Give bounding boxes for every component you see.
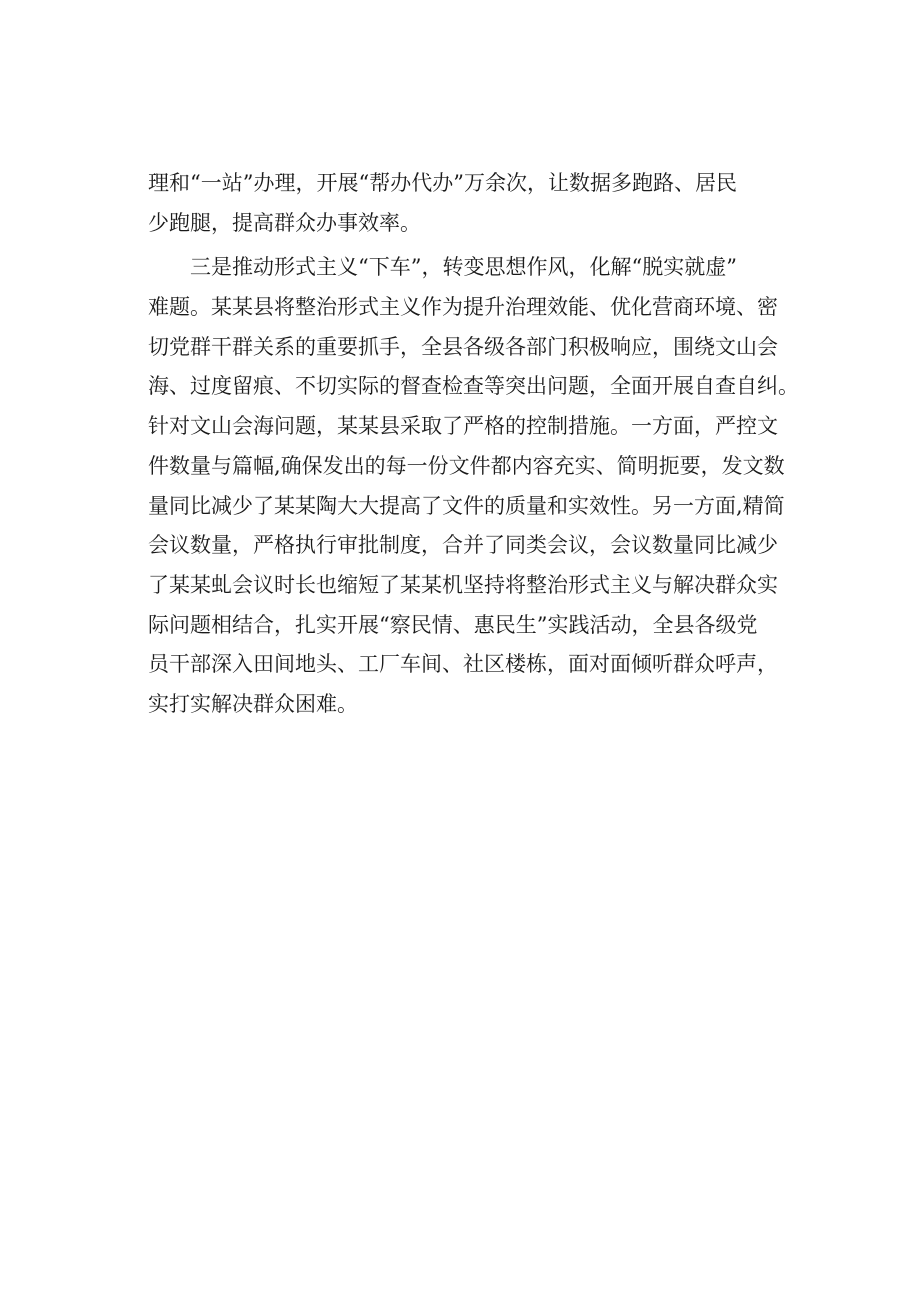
paragraph-line: 际问题相结合，扎实开展“察民情、惠民生”实践活动，全县各级党 <box>148 612 758 637</box>
paragraph-line: 实打实解决群众困难。 <box>148 691 358 716</box>
paragraph-line: 理和“一站”办理，开展“帮办代办”万余次，让数据多跑路、居民 <box>148 171 737 195</box>
paragraph-line: 针对文山会海问题，某某县采取了严格的控制措施。一方面，严控文 <box>148 414 778 439</box>
paragraph-1 <box>148 164 828 243</box>
paragraph-2 <box>148 248 828 724</box>
body-text <box>148 164 828 725</box>
paragraph-line: 件数量与篇幅,确保发出的每一份文件都内容充实、简明扼要，发文数 <box>148 453 785 478</box>
paragraph-line: 量同比减少了某某陶大大提高了文件的质量和实效性。另一方面,精简 <box>148 493 785 518</box>
paragraph-line: 三是推动形式主义“下车”，转变思想作风，化解“脱实就虚” <box>190 255 737 280</box>
paragraph-line: 海、过度留痕、不切实际的督查检查等突出问题，全面开展自查自纠。 <box>148 374 799 399</box>
paragraph-line: 少跑腿，提高群众办事效率。 <box>148 210 421 235</box>
paragraph-line: 会议数量，严格执行审批制度，合并了同类会议，会议数量同比减少 <box>148 533 778 558</box>
paragraph-line: 切党群干群关系的重要抓手，全县各级各部门积极响应，围绕文山会 <box>148 334 778 359</box>
paragraph-line: 了某某虬会议时长也缩短了某某机坚持将整治形式主义与解决群众实 <box>148 572 778 597</box>
paragraph-line: 员干部深入田间地头、工厂车间、社区楼栋，面对面倾听群众呼声， <box>148 652 778 677</box>
paragraph-line: 难题。某某县将整治形式主义作为提升治理效能、优化营商环境、密 <box>148 295 778 320</box>
